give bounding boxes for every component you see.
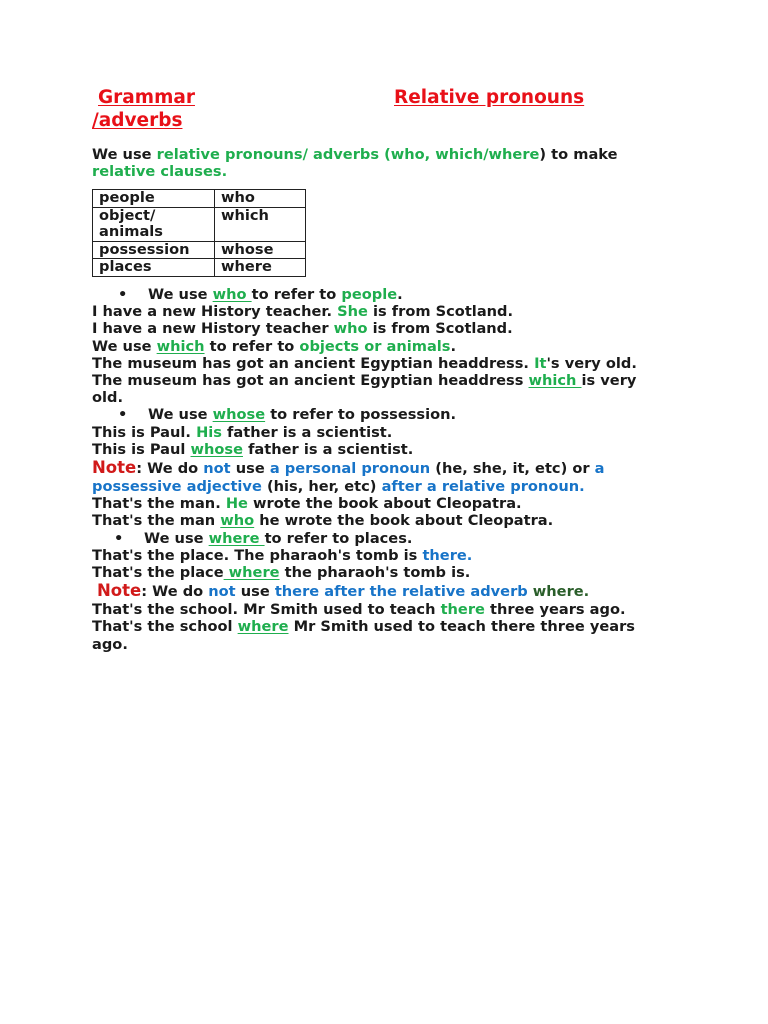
example-line: The museum has got an ancient Egyptian headdress which is very: [92, 371, 637, 389]
table-row: [93, 241, 306, 259]
example-line: I have a new History teacher who is from Scotland.: [92, 320, 513, 338]
example-line: That's the school where Mr Smith used to teach there three years: [92, 618, 635, 636]
bullet-icon: •: [118, 285, 128, 303]
rule-which: We use which to refer to objects or animals.: [92, 337, 457, 355]
title-relative-pronouns: Relative pronouns: [394, 87, 585, 108]
example-line: The museum has got an ancient Egyptian headdress. It's very old.: [92, 354, 637, 372]
example-line: That's the school. Mr Smith used to teach there three years ago.: [92, 601, 626, 619]
table-cell: possession: [93, 241, 215, 259]
note-2: Note: We do not use there after the relative adverb where.: [97, 581, 590, 601]
table-cell: who: [215, 190, 306, 208]
note-label: Note: [92, 457, 137, 477]
example-line: This is Paul. His father is a scientist.: [92, 423, 393, 441]
title-grammar: Grammar: [98, 87, 195, 108]
bullet-whose: • We use whose to refer to possession.: [118, 406, 457, 424]
pronoun-table: [92, 189, 306, 277]
intro-line-2: relative clauses.: [92, 163, 228, 181]
table-row: [93, 207, 306, 241]
bullet-icon: •: [114, 529, 124, 547]
bullet-where: • We use where to refer to places.: [114, 529, 413, 547]
example-line: That's the place where the pharaoh's tomb is.: [92, 563, 471, 581]
example-line: That's the place. The pharaoh's tomb is there.: [92, 546, 473, 564]
table-cell: object/ animals: [93, 207, 215, 241]
table-cell: whose: [215, 241, 306, 259]
table-row: [93, 190, 306, 208]
note-1: Note: We do not use a personal pronoun (he, she, it, etc) or a: [92, 457, 605, 477]
note-1-cont: possessive adjective (his, her, etc) after a relative pronoun.: [92, 477, 585, 495]
bullet-icon: •: [118, 406, 128, 424]
title-row: [92, 86, 682, 109]
worksheet: [92, 86, 682, 653]
example-line: old.: [92, 389, 124, 407]
note-label: Note: [97, 581, 142, 601]
table-cell: where: [215, 259, 306, 277]
title-adverbs: /adverbs: [92, 110, 183, 131]
table-row: [93, 259, 306, 277]
table-cell: people: [93, 190, 215, 208]
example-line: That's the man who he wrote the book about Cleopatra.: [92, 512, 554, 530]
example-line: I have a new History teacher. She is from Scotland.: [92, 303, 514, 321]
example-line: ago.: [92, 635, 128, 653]
example-line: That's the man. He wrote the book about Cleopatra.: [92, 495, 522, 513]
example-line: This is Paul whose father is a scientist.: [92, 440, 414, 458]
intro-line-1: We use relative pronouns/ adverbs (who, which/where) to make: [92, 146, 618, 163]
table-cell: which: [215, 207, 306, 241]
title-row-2: [92, 109, 682, 132]
table-cell: places: [93, 259, 215, 277]
bullet-who: • We use who to refer to people.: [118, 285, 403, 303]
